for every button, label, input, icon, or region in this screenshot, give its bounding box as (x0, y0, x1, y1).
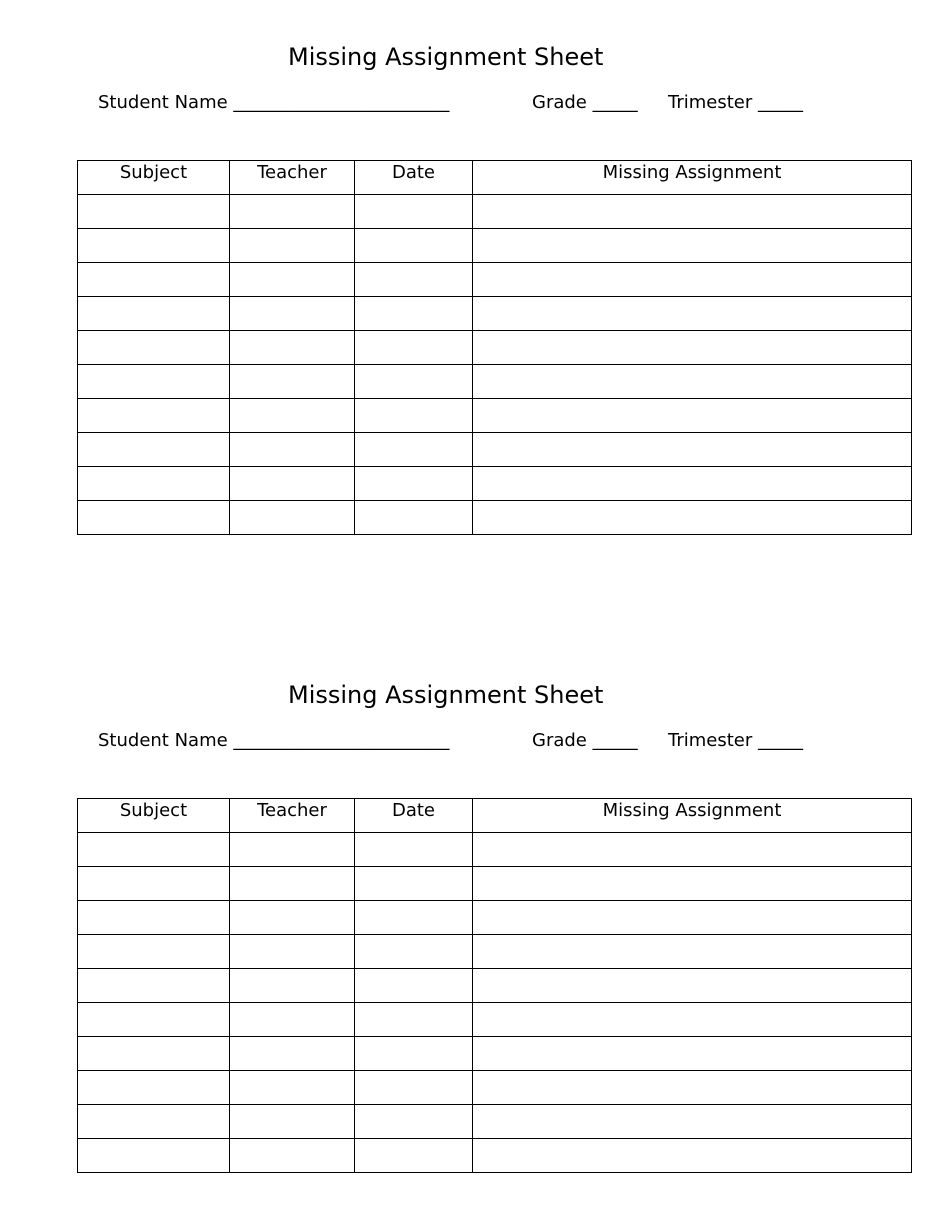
cell-date[interactable] (355, 433, 473, 467)
cell-missing-assignment[interactable] (473, 1003, 912, 1037)
cell-teacher[interactable] (230, 1105, 355, 1139)
column-header-teacher: Teacher (230, 799, 355, 833)
cell-missing-assignment[interactable] (473, 901, 912, 935)
table-row (78, 467, 912, 501)
trimester-field: Trimester _____ (668, 92, 803, 113)
cell-subject[interactable] (78, 935, 230, 969)
cell-missing-assignment[interactable] (473, 195, 912, 229)
table-row (78, 1037, 912, 1071)
cell-date[interactable] (355, 467, 473, 501)
cell-subject[interactable] (78, 1037, 230, 1071)
cell-date[interactable] (355, 1139, 473, 1173)
cell-missing-assignment[interactable] (473, 365, 912, 399)
cell-teacher[interactable] (230, 867, 355, 901)
cell-teacher[interactable] (230, 901, 355, 935)
cell-date[interactable] (355, 1003, 473, 1037)
cell-date[interactable] (355, 1037, 473, 1071)
table-body (78, 195, 912, 535)
cell-missing-assignment[interactable] (473, 229, 912, 263)
table-row (78, 901, 912, 935)
cell-subject[interactable] (78, 1105, 230, 1139)
cell-teacher[interactable] (230, 229, 355, 263)
cell-teacher[interactable] (230, 399, 355, 433)
cell-missing-assignment[interactable] (473, 433, 912, 467)
cell-missing-assignment[interactable] (473, 467, 912, 501)
column-header-date: Date (355, 799, 473, 833)
cell-missing-assignment[interactable] (473, 1105, 912, 1139)
cell-date[interactable] (355, 263, 473, 297)
cell-subject[interactable] (78, 365, 230, 399)
cell-date[interactable] (355, 501, 473, 535)
cell-teacher[interactable] (230, 935, 355, 969)
cell-teacher[interactable] (230, 331, 355, 365)
cell-teacher[interactable] (230, 263, 355, 297)
column-header-teacher: Teacher (230, 161, 355, 195)
cell-teacher[interactable] (230, 969, 355, 1003)
table-row (78, 935, 912, 969)
cell-date[interactable] (355, 901, 473, 935)
cell-teacher[interactable] (230, 297, 355, 331)
sheet-title: Missing Assignment Sheet (288, 43, 604, 71)
table-row (78, 1139, 912, 1173)
cell-date[interactable] (355, 365, 473, 399)
cell-teacher[interactable] (230, 195, 355, 229)
column-header-subject: Subject (78, 799, 230, 833)
table-row (78, 331, 912, 365)
missing-assignment-table (77, 798, 912, 1173)
cell-missing-assignment[interactable] (473, 833, 912, 867)
cell-teacher[interactable] (230, 1071, 355, 1105)
cell-subject[interactable] (78, 399, 230, 433)
cell-missing-assignment[interactable] (473, 331, 912, 365)
column-header-missing-assignment: Missing Assignment (473, 799, 912, 833)
cell-subject[interactable] (78, 867, 230, 901)
table-row (78, 833, 912, 867)
cell-date[interactable] (355, 1071, 473, 1105)
cell-missing-assignment[interactable] (473, 1037, 912, 1071)
table-row (78, 501, 912, 535)
table-row (78, 969, 912, 1003)
cell-subject[interactable] (78, 433, 230, 467)
cell-subject[interactable] (78, 969, 230, 1003)
cell-teacher[interactable] (230, 1003, 355, 1037)
table-header-row (78, 799, 912, 833)
table-row (78, 1105, 912, 1139)
cell-date[interactable] (355, 195, 473, 229)
table-row (78, 433, 912, 467)
column-header-date: Date (355, 161, 473, 195)
cell-missing-assignment[interactable] (473, 935, 912, 969)
cell-date[interactable] (355, 297, 473, 331)
table-row (78, 399, 912, 433)
table-row (78, 1071, 912, 1105)
cell-subject[interactable] (78, 229, 230, 263)
cell-missing-assignment[interactable] (473, 297, 912, 331)
cell-subject[interactable] (78, 1071, 230, 1105)
cell-teacher[interactable] (230, 1037, 355, 1071)
cell-date[interactable] (355, 969, 473, 1003)
cell-date[interactable] (355, 399, 473, 433)
cell-missing-assignment[interactable] (473, 867, 912, 901)
table-row (78, 297, 912, 331)
cell-missing-assignment[interactable] (473, 399, 912, 433)
cell-subject[interactable] (78, 501, 230, 535)
table-row (78, 263, 912, 297)
cell-subject[interactable] (78, 1139, 230, 1173)
cell-date[interactable] (355, 1105, 473, 1139)
cell-date[interactable] (355, 331, 473, 365)
cell-subject[interactable] (78, 833, 230, 867)
cell-date[interactable] (355, 229, 473, 263)
table-body (78, 833, 912, 1173)
cell-subject[interactable] (78, 297, 230, 331)
cell-date[interactable] (355, 833, 473, 867)
cell-date[interactable] (355, 935, 473, 969)
table-row (78, 195, 912, 229)
cell-missing-assignment[interactable] (473, 1071, 912, 1105)
table-row (78, 365, 912, 399)
cell-subject[interactable] (78, 1003, 230, 1037)
cell-subject[interactable] (78, 331, 230, 365)
column-header-missing-assignment: Missing Assignment (473, 161, 912, 195)
trimester-field: Trimester _____ (668, 730, 803, 751)
cell-teacher[interactable] (230, 365, 355, 399)
grade-field: Grade _____ (532, 92, 638, 113)
cell-missing-assignment[interactable] (473, 501, 912, 535)
table-row (78, 1003, 912, 1037)
cell-subject[interactable] (78, 467, 230, 501)
cell-teacher[interactable] (230, 1139, 355, 1173)
cell-subject[interactable] (78, 263, 230, 297)
column-header-subject: Subject (78, 161, 230, 195)
sheet-title: Missing Assignment Sheet (288, 681, 604, 709)
student-name-field: Student Name ________________________ (98, 730, 450, 751)
cell-teacher[interactable] (230, 433, 355, 467)
table-header-row (78, 161, 912, 195)
cell-missing-assignment[interactable] (473, 1139, 912, 1173)
cell-missing-assignment[interactable] (473, 969, 912, 1003)
cell-subject[interactable] (78, 901, 230, 935)
cell-missing-assignment[interactable] (473, 263, 912, 297)
missing-assignment-table (77, 160, 912, 535)
cell-subject[interactable] (78, 195, 230, 229)
cell-teacher[interactable] (230, 501, 355, 535)
cell-teacher[interactable] (230, 833, 355, 867)
table-row (78, 867, 912, 901)
cell-teacher[interactable] (230, 467, 355, 501)
student-name-field: Student Name ________________________ (98, 92, 450, 113)
cell-date[interactable] (355, 867, 473, 901)
table-row (78, 229, 912, 263)
grade-field: Grade _____ (532, 730, 638, 751)
